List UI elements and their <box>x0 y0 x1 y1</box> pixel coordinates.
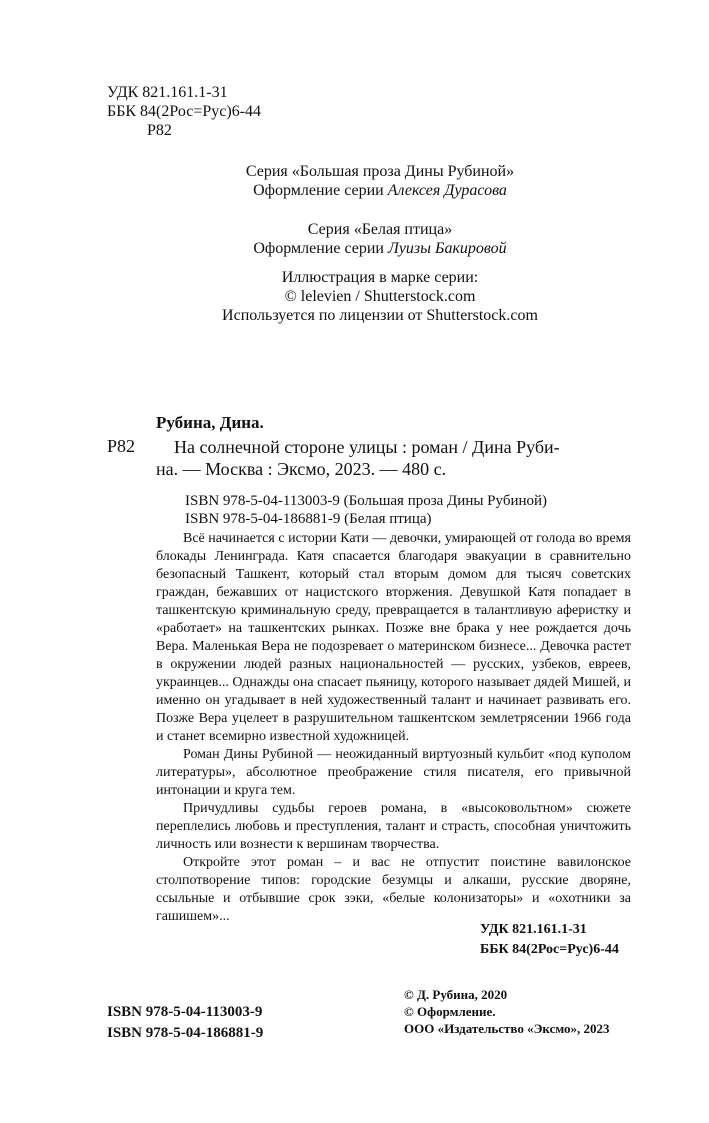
annotation-paragraph-3: Причудливы судьбы героев романа, в «высоковольтном» сюжете переплелись любовь и преступления, талант и страсть, способная уничтожить личность или вознести к вершинам творчества. <box>156 801 631 852</box>
udk-code: УДК 821.161.1-31 <box>107 84 228 101</box>
series-credit-2 <box>150 220 610 258</box>
series-design-2 <box>150 239 610 258</box>
annotation-paragraph-2: Роман Дины Рубиной — неожиданный виртуозный кульбит «под куполом литературы», абсолютное преображение стиля писателя, его привычной интонации и круга тем. <box>156 747 631 798</box>
isbn-2: ISBN 978-5-04-186881-9 (Белая птица) <box>185 511 432 527</box>
illustration-label: Иллюстрация в марке серии: <box>281 269 479 286</box>
bbk-code: ББК 84(2Рос=Рус)6-44 <box>107 103 262 120</box>
isbn-bottom-block <box>107 1002 263 1044</box>
isbn-bottom-1: ISBN 978-5-04-113003-9 <box>107 1004 263 1020</box>
series-design-label-2: Оформление серии <box>253 240 388 257</box>
author-mark: Р82 <box>147 122 172 139</box>
bibliographic-title <box>156 436 631 480</box>
udk-top-block <box>107 83 261 140</box>
annotation-paragraph-1: Всё начинается с истории Кати — девочки, умирающей от голода во время блокады Ленинграда. Катя спасается благодаря эвакуации в сравнительно безопасный Ташкент, который стал вторым домом для тысяч советских граждан, бежавших от нацистского вторжения. Девушкой Катя попадает в ташкентскую криминальную среду, превращается в талантливую аферистку и «работает» на ташкентских рынках. Позже вне брака у нее рождается дочь Вера. Маленькая Вера не подозревает о материнском бизнесе... Девочка растет в окружении людей разных национальностей — русских, узбеков, евреев, украинцев... Однажды она спасает пьяницу, которого называет дядей Мишей, и именно он угадывает в ней художественный талант и начинает развивать его. Позже Вера уцелеет в разрушительном ташкентском землетрясении 1966 года и станет всемирно известной художницей. <box>156 531 631 744</box>
isbn-bottom-2: ISBN 978-5-04-186881-9 <box>107 1025 264 1041</box>
annotation <box>156 530 631 926</box>
series-design-1 <box>150 181 610 200</box>
illustration-license: Используется по лицензии от Shutterstock.com <box>222 307 538 324</box>
title-line-2: на. — Москва : Эксмо, 2023. — 480 с. <box>156 459 447 479</box>
author-heading: Рубина, Дина. <box>156 413 264 432</box>
copyright-author: © Д. Рубина, 2020 <box>404 987 508 1002</box>
udk-bottom-block <box>480 920 619 960</box>
copyright-publisher: ООО «Издательство «Эксмо», 2023 <box>404 1021 610 1036</box>
udk-code-bottom: УДК 821.161.1-31 <box>480 922 587 937</box>
series-name-2: Серия «Белая птица» <box>307 221 453 238</box>
series-design-label-1: Оформление серии <box>253 182 388 199</box>
isbn-1: ISBN 978-5-04-113003-9 (Большая проза Дины Рубиной) <box>185 493 548 509</box>
series-designer-2: Луизы Бакировой <box>387 240 507 257</box>
illustration-credit <box>150 268 610 325</box>
illustration-copyright: © lelevien / Shutterstock.com <box>284 288 476 305</box>
annotation-paragraph-4: Откройте этот роман – и вас не отпустит поистине вавилонское столпотворение типов: городские безумцы и алкаши, русские дворяне, ссыльные и отбывшие срок зэки, «белые колонизаторы» и «охотники за гашишем»... <box>156 855 631 924</box>
isbn-list <box>185 492 547 528</box>
copyright-design: © Оформление. <box>404 1004 496 1019</box>
author-mark-side: Р82 <box>107 436 136 456</box>
bbk-code-bottom: ББК 84(2Рос=Рус)6-44 <box>480 942 619 957</box>
copyright-block <box>404 986 610 1037</box>
series-credit-1 <box>150 162 610 200</box>
series-name-1: Серия «Большая проза Дины Рубиной» <box>245 163 515 180</box>
series-designer-1: Алексея Дурасова <box>387 182 507 199</box>
title-line-1: На солнечной стороне улицы : роман / Дина Руби- <box>174 437 560 457</box>
